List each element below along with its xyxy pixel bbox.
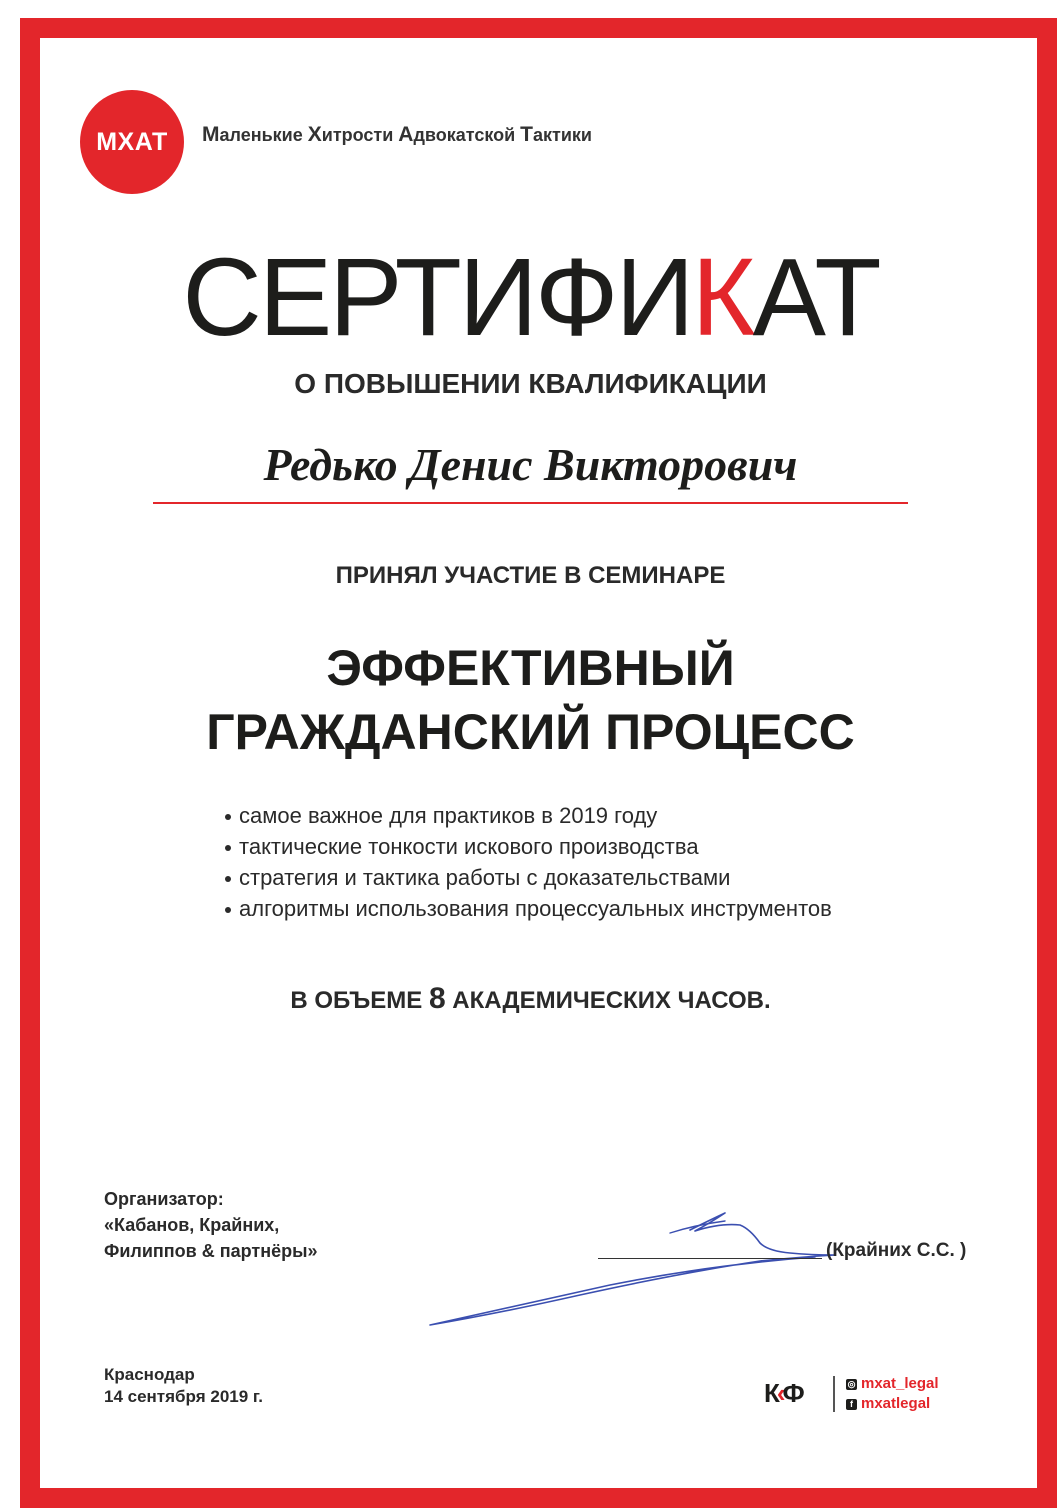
organizer-line-1: «Кабанов, Крайних, xyxy=(104,1215,280,1235)
bullet-icon xyxy=(225,845,231,851)
organizer-block xyxy=(104,1186,317,1264)
title-part-2: АТ xyxy=(752,236,879,359)
facebook-link[interactable]: f mxatlegal xyxy=(846,1394,939,1414)
seminar-title-line-2: ГРАЖДАНСКИЙ ПРОЦЕСС xyxy=(206,704,855,760)
bullet-icon xyxy=(225,907,231,913)
mxat-logo xyxy=(80,90,184,194)
social-links xyxy=(846,1374,939,1414)
kf-logo-mark: ‹ xyxy=(776,1378,783,1408)
handwritten-signature xyxy=(420,1195,840,1335)
title-accent-letter: К xyxy=(691,236,753,359)
footer-divider xyxy=(833,1376,835,1412)
list-item: стратегия и тактика работы с доказательствами xyxy=(225,862,832,893)
organizer-label: Организатор: xyxy=(104,1189,224,1209)
bullet-icon xyxy=(225,876,231,882)
hours-number: 8 xyxy=(428,982,446,1015)
instagram-icon: ◎ xyxy=(847,1378,856,1389)
instagram-link[interactable]: ◎ mxat_legal xyxy=(847,1375,939,1392)
name-underline xyxy=(153,502,908,504)
date: 14 сентября 2019 г. xyxy=(104,1387,264,1406)
recipient-name: Редько Денис Викторович xyxy=(263,439,798,490)
participation-text: ПРИНЯЛ УЧАСТИЕ В СЕМИНАРЕ xyxy=(335,562,726,589)
kf-logo: К‹Ф xyxy=(764,1378,802,1408)
facebook-icon: f xyxy=(846,1399,857,1410)
mxat-logo-text: МХАТ xyxy=(96,127,168,156)
signature-line xyxy=(598,1258,822,1259)
organizer-line-2: Филиппов & партнёры» xyxy=(104,1241,318,1261)
certificate-title xyxy=(0,238,1061,358)
list-item: тактические тонкости искового производства xyxy=(225,831,832,862)
list-item: самое важное для практиков в 2019 году xyxy=(225,800,832,831)
topics-list xyxy=(225,800,832,924)
list-item: алгоритмы использования процессуальных инструментов xyxy=(225,893,832,924)
title-part-1: СЕРТИФИ xyxy=(182,236,692,359)
signer-name: (Крайних С.С. ) xyxy=(826,1240,967,1261)
city: Краснодар xyxy=(104,1365,195,1384)
bullet-icon xyxy=(225,814,231,820)
logo-tagline: Маленькие Хитрости Адвокатской Тактики xyxy=(202,123,592,146)
city-date-block xyxy=(104,1364,263,1408)
hours-statement: В ОБЪЕМЕ 8 АКАДЕМИЧЕСКИХ ЧАСОВ. xyxy=(290,982,771,1015)
seminar-title xyxy=(0,636,1061,764)
certificate-subtitle: О ПОВЫШЕНИИ КВАЛИФИКАЦИИ xyxy=(294,368,767,399)
seminar-title-line-1: ЭФФЕКТИВНЫЙ xyxy=(326,640,735,696)
